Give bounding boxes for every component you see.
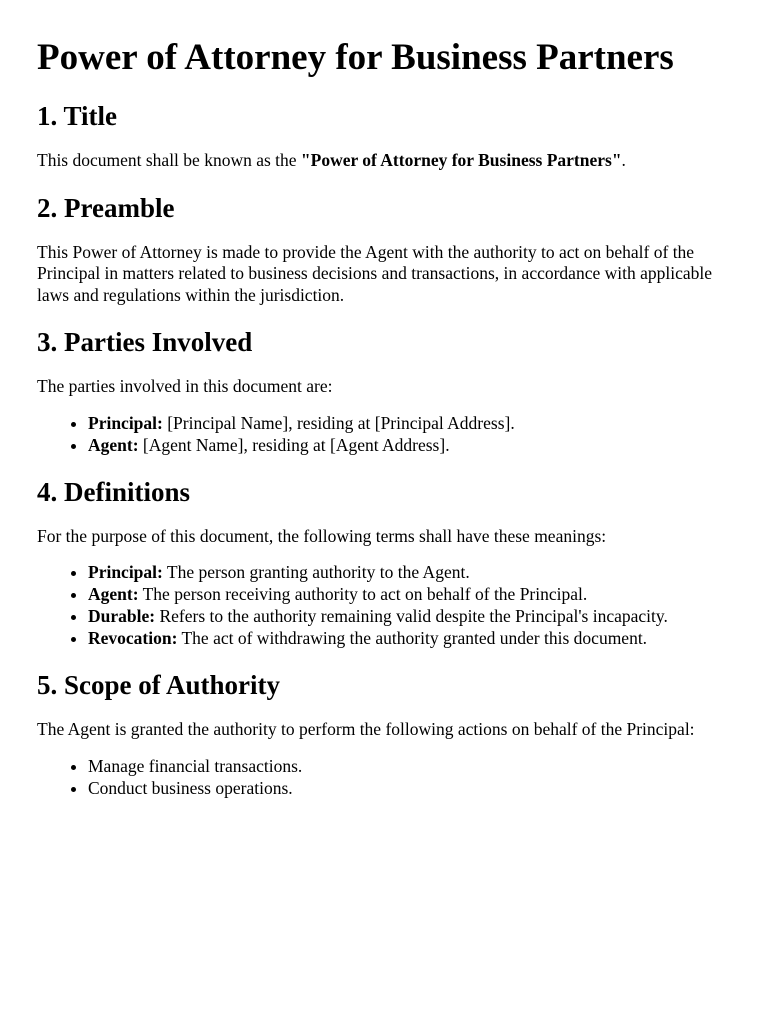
section-paragraph <box>37 150 730 172</box>
list-item-term: Principal: <box>88 562 163 582</box>
section-title <box>37 100 730 172</box>
list-item <box>88 605 730 627</box>
section-paragraph: For the purpose of this document, the following terms shall have these meanings: <box>37 525 607 546</box>
section-heading: 3. Parties Involved <box>37 327 253 357</box>
list-item <box>88 583 730 605</box>
list-item-term: Agent: <box>88 584 139 604</box>
list-item-term: Revocation: <box>88 628 178 648</box>
section-heading: 4. Definitions <box>37 476 191 507</box>
section-heading: 1. Title <box>37 101 118 131</box>
section-paragraph: The Agent is granted the authority to perform the following actions on behalf of the Principal: <box>37 719 695 739</box>
list-item <box>88 434 730 456</box>
section-paragraph: This Power of Attorney is made to provide the Agent with the authority to act on behalf of the Principal in matters related to business decisions and transactions, in accordance with applicable laws and regulations within the jurisdiction. <box>37 241 712 305</box>
list-item <box>88 412 730 434</box>
section-parties <box>37 326 730 456</box>
list-item: • Conduct business operations. <box>88 777 730 799</box>
list-item-text: [Principal Name], residing at [Principal Address]. <box>162 412 515 433</box>
list-item-text: Refers to the authority remaining valid despite the Principal's incapacity. <box>155 606 668 626</box>
section-paragraph: The parties involved in this document are: <box>37 376 333 396</box>
scope-list <box>37 755 730 799</box>
document-title: Power of Attorney for Business Partners <box>37 37 674 78</box>
list-item <box>88 627 730 649</box>
list-item-text: The act of withdrawing the authority granted under this document. <box>177 628 648 648</box>
list-item <box>88 561 730 583</box>
paragraph-text: . <box>621 150 626 170</box>
list-item-text: The person granting authority to the Agent. <box>162 562 470 582</box>
section-heading: 5. Scope of Authority <box>37 670 280 700</box>
section-scope <box>37 669 730 799</box>
section-heading: 2. Preamble <box>37 192 175 223</box>
document-name-bold: "Power of Attorney for Business Partners" <box>300 150 622 170</box>
parties-list <box>37 412 730 456</box>
list-item: • Manage financial transactions. <box>88 755 730 777</box>
list-item-term: Agent: <box>88 434 139 455</box>
section-definitions <box>37 476 730 650</box>
section-preamble <box>37 192 730 307</box>
list-item-text: [Agent Name], residing at [Agent Address]. <box>138 434 450 455</box>
list-item-text: The person receiving authority to act on behalf of the Principal. <box>138 584 588 604</box>
paragraph-text: This document shall be known as the <box>37 150 301 170</box>
list-item-term: Principal: <box>88 412 163 433</box>
list-item-term: Durable: <box>88 606 156 626</box>
definitions-list <box>37 561 730 649</box>
